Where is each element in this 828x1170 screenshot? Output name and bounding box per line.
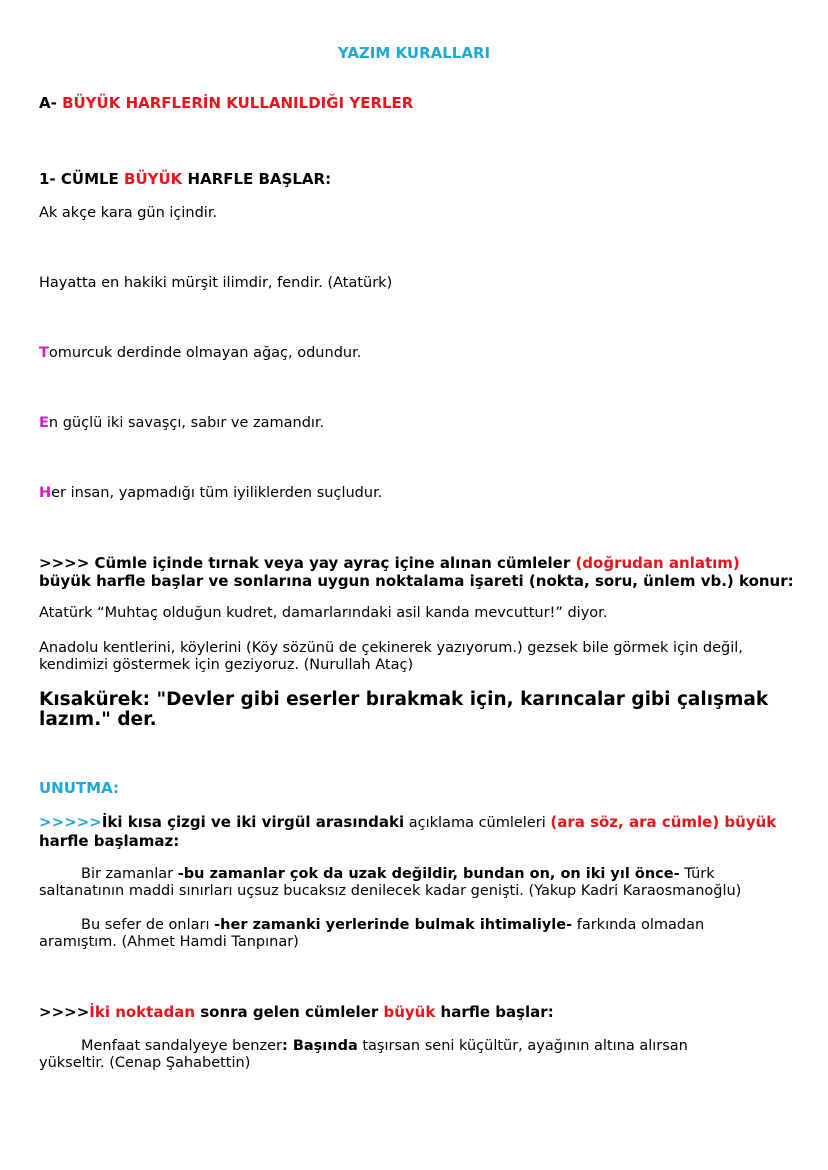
example-3-rest: omurcuk derdinde olmayan ağaç, odundur. bbox=[48, 345, 362, 361]
section-a-label: BÜYÜK HARFLERİN KULLANILDIĞI YERLER bbox=[62, 94, 414, 112]
example-sentence-1 bbox=[39, 205, 217, 222]
colon-rule-prefix: >>>> bbox=[39, 1003, 90, 1021]
unutma-label: UNUTMA: bbox=[39, 779, 119, 797]
example-5-rest: er insan, yapmadığı tüm iyiliklerden suçludur. bbox=[51, 485, 383, 501]
ara-soz-rule-bold: İki kısa çizgi ve iki virgül arasındaki bbox=[101, 813, 405, 831]
example-4-rest: n güçlü iki savaşçı, sabır ve zamandır. bbox=[48, 415, 325, 431]
example-1-rest: Ak akçe kara gün içindir. bbox=[39, 205, 218, 221]
rule-1-highlight: BÜYÜK bbox=[124, 170, 183, 188]
rule-1-prefix: 1- CÜMLE bbox=[39, 170, 125, 188]
colon-example-bold: : Başında bbox=[281, 1038, 358, 1054]
ara-example-1-pre: Bir zamanlar bbox=[81, 866, 178, 882]
quote-rule-part-2: büyük harfle başlar ve sonlarına uygun noktalama işareti (nokta, soru, ünlem vb.) konur: bbox=[39, 572, 794, 590]
section-a-heading bbox=[39, 94, 413, 112]
quote-rule-heading bbox=[39, 554, 799, 590]
ara-soz-rule-red: (ara söz, ara cümle) büyük bbox=[550, 813, 777, 831]
example-sentence-3 bbox=[39, 345, 361, 362]
example-5-first-letter: H bbox=[39, 485, 52, 501]
page-title: YAZIM KURALLARI bbox=[337, 44, 491, 62]
colon-rule-red-2: büyük bbox=[383, 1003, 436, 1021]
example-2-rest: Hayatta en hakiki mürşit ilimdir, fendir. (Atatürk) bbox=[39, 275, 393, 291]
colon-example-pre: Menfaat sandalyeye benzer bbox=[81, 1038, 282, 1054]
example-4-first-letter: E bbox=[39, 415, 49, 431]
ara-soz-rule-normal: açıklama cümleleri bbox=[404, 815, 551, 831]
colon-example-post: taşırsan seni küçültür, ayağının altına alırsan yükseltir. (Cenap Şahabettin) bbox=[39, 1038, 688, 1071]
ara-soz-example-2 bbox=[39, 917, 764, 951]
ara-soz-example-1 bbox=[39, 866, 764, 900]
example-sentence-5 bbox=[39, 485, 382, 502]
ara-soz-rule-end: harfle başlamaz: bbox=[39, 832, 180, 850]
ara-example-2-pre: Bu sefer de onları bbox=[81, 917, 215, 933]
colon-rule-mid: sonra gelen cümleler bbox=[195, 1003, 384, 1021]
ara-example-2-bold: -her zamanki yerlerinde bulmak ihtimaliyle- bbox=[214, 917, 573, 933]
example-sentence-4 bbox=[39, 415, 324, 432]
colon-rule-heading bbox=[39, 1003, 554, 1021]
colon-example bbox=[39, 1038, 729, 1072]
rule-1-heading bbox=[39, 170, 331, 188]
example-3-first-letter: T bbox=[39, 345, 49, 361]
ara-soz-rule bbox=[39, 813, 799, 850]
colon-rule-suffix: harfle başlar: bbox=[435, 1003, 554, 1021]
ara-example-1-post: Türk saltanatının maddi sınırları uçsuz bucaksız denilecek kadar genişti. (Yakup Kadri Karaosmanoğlu) bbox=[39, 866, 742, 899]
arrows-marker: >>>>> bbox=[39, 813, 102, 831]
quote-example-2: Anadolu kentlerini, köylerini (Köy sözünü de çekinerek yazıyorum.) gezsek bile görmek için değil, kendimizi göstermek için geziyoruz. (Nurullah Ataç) bbox=[39, 640, 743, 673]
example-sentence-2 bbox=[39, 275, 392, 292]
quote-rule-highlight: (doğrudan anlatım) bbox=[575, 554, 740, 572]
rule-1-suffix: HARFLE BAŞLAR: bbox=[182, 170, 332, 188]
quote-example-1: Atatürk “Muhtaç olduğun kudret, damarlarındaki asil kanda mevcuttur!” diyor. bbox=[39, 605, 608, 621]
quote-example-3: Kısakürek: "Devler gibi eserler bırakmak için, karıncalar gibi çalışmak lazım." der. bbox=[39, 689, 769, 730]
colon-rule-red-1: İki noktadan bbox=[89, 1003, 195, 1021]
quote-rule-part-1: >>>> Cümle içinde tırnak veya yay ayraç içine alınan cümleler bbox=[39, 554, 576, 572]
ara-example-1-bold: -bu zamanlar çok da uzak değildir, bundan on, on iki yıl önce- bbox=[177, 866, 680, 882]
ara-example-2-post: farkında olmadan aramıştım. (Ahmet Hamdi Tanpınar) bbox=[39, 917, 705, 950]
section-a-prefix: A- bbox=[39, 94, 63, 112]
